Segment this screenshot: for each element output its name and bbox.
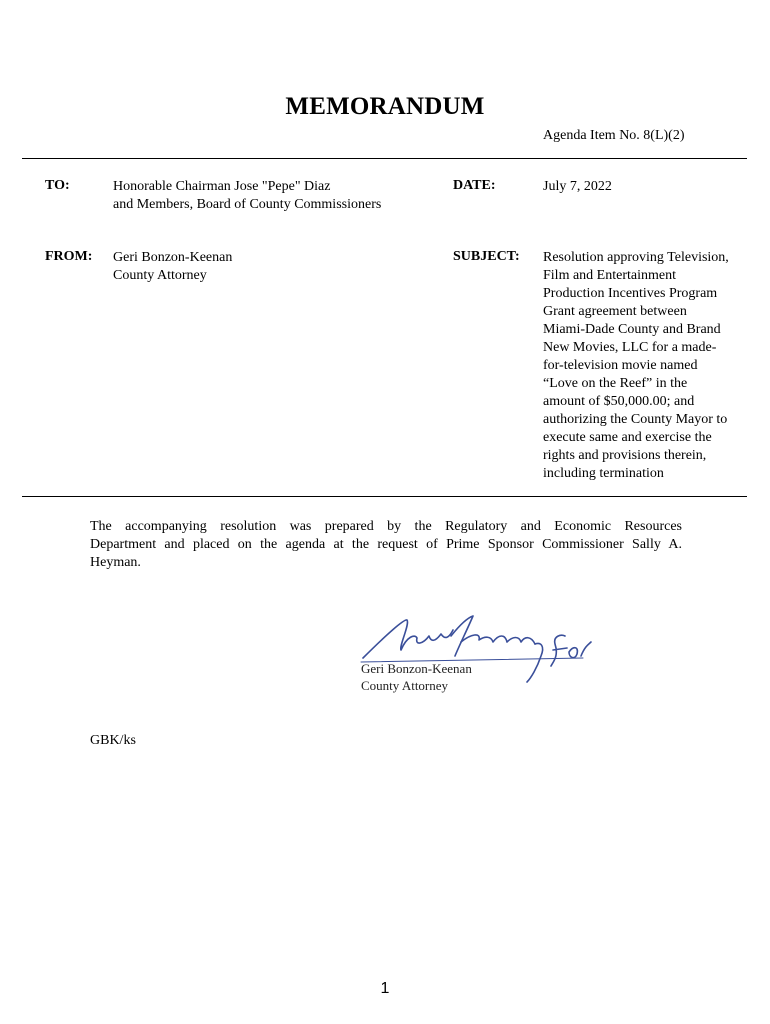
subject-value <box>543 249 749 483</box>
subject-line: Resolution approving Television, <box>543 250 729 265</box>
subject-line: for-television movie named <box>543 358 698 373</box>
body-divider <box>22 496 747 497</box>
body-line: Heyman. <box>90 555 141 570</box>
subject-line: authorizing the County Mayor to <box>543 412 728 427</box>
body-line: Department and placed on the agenda at the request of Prime Sponsor Commissioner Sally A. <box>90 537 682 552</box>
to-line: Honorable Chairman Jose "Pepe" Diaz <box>113 179 331 194</box>
date-value: July 7, 2022 <box>543 179 612 194</box>
to-line: and Members, Board of County Commissioners <box>113 197 382 212</box>
memo-body <box>90 518 682 572</box>
from-line: County Attorney <box>113 268 207 283</box>
from-line: Geri Bonzon-Keenan <box>113 250 233 265</box>
typist-initials: GBK/ks <box>90 733 136 748</box>
from-value <box>113 249 433 285</box>
subject-line: New Movies, LLC for a made- <box>543 340 717 355</box>
subject-line: Grant agreement between <box>543 304 687 319</box>
signatory-name: Geri Bonzon-Keenan <box>361 661 472 676</box>
subject-line: execute same and exercise the <box>543 430 712 445</box>
memo-title: MEMORANDUM <box>285 93 485 120</box>
to-label: TO: <box>45 178 70 193</box>
subject-line: rights and provisions therein, <box>543 448 707 463</box>
to-value <box>113 178 433 214</box>
page-number: 1 <box>380 980 390 997</box>
body-line: The accompanying resolution was prepared by the Regulatory and Economic Resources <box>90 519 682 534</box>
subject-line: amount of $50,000.00; and <box>543 394 695 409</box>
agenda-item-number: Agenda Item No. 8(L)(2) <box>543 128 685 143</box>
subject-line: including termination <box>543 466 664 481</box>
subject-line: Miami-Dade County and Brand <box>543 322 721 337</box>
date-label: DATE: <box>453 178 496 193</box>
subject-label: SUBJECT: <box>453 249 520 264</box>
signatory-title: County Attorney <box>361 678 449 693</box>
subject-line: Production Incentives Program <box>543 286 718 301</box>
from-label: FROM: <box>45 249 93 264</box>
subject-line: “Love on the Reef” in the <box>543 376 688 391</box>
signature-block <box>361 660 472 694</box>
subject-line: Film and Entertainment <box>543 268 676 283</box>
header-divider <box>22 158 747 159</box>
